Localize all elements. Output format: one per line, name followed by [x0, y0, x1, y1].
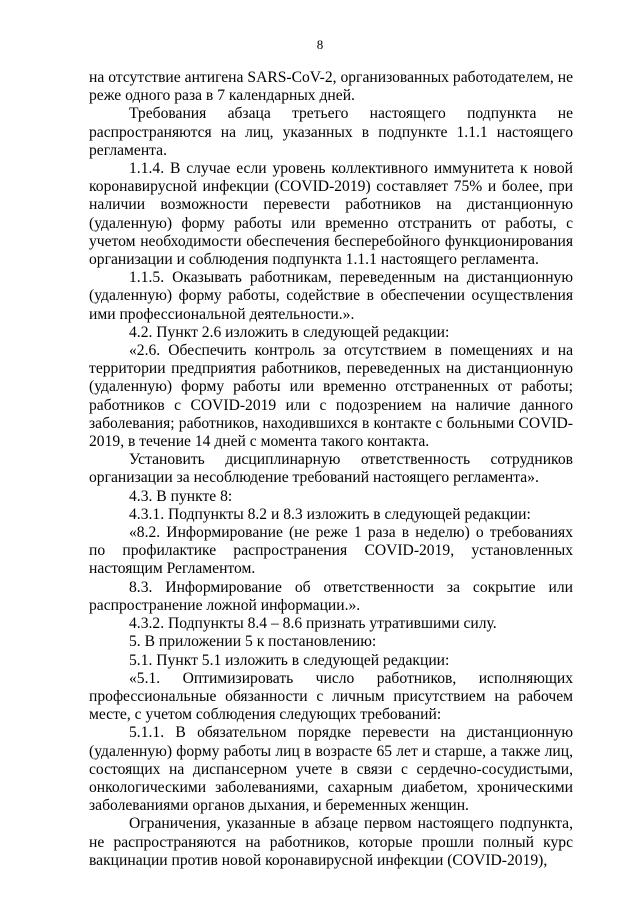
paragraph: 4.3. В пункте 8:	[129, 487, 233, 505]
paragraph: «2.6. Обеспечить контроль за отсутствием в помещениях и на территории предприятия работников, переведенных на дистанционную (удаленную) форму работы или временно отстраненных от работы; работников с COVID-2019 или с подозрением на наличие данного заболевания; работников, находившихся в контакте с больными COVID-2019, в течение 14 дней с момента такого контакта.	[89, 342, 573, 451]
paragraph: на отсутствие антигена SARS-CoV-2, организованных работодателем, не реже одного раза в 7 календарных дней.	[89, 69, 573, 105]
paragraph: 1.1.5. Оказывать работникам, переведенным на дистанционную (удаленную) форму работы, содействие в обеспечении осуществления ими профессиональной деятельности.».	[89, 269, 573, 323]
paragraph: «8.2. Информирование (не реже 1 раза в неделю) о требованиях по профилактике распространения COVID-2019, установленных настоящим Регламентом.	[89, 524, 573, 578]
paragraph: «5.1. Оптимизировать число работников, исполняющих профессиональные обязанности с личным присутствием на рабочем месте, с учетом соблюдения следующих требований:	[89, 669, 573, 724]
paragraph: 5.1.1. В обязательном порядке перевести на дистанционную (удаленную) форму работы лиц в возрасте 65 лет и старше, а также лиц, состоящих на диспансерном учете в связи с сердечно-сосудистыми, онкологическими заболеваниями, сахарным диабетом, хроническими заболеваниями органов дыхания, и беременных женщин.	[89, 724, 573, 815]
paragraph: 5.1. Пункт 5.1 изложить в следующей редакции:	[129, 651, 450, 669]
paragraph: 4.3.1. Подпункты 8.2 и 8.3 изложить в следующей редакции:	[129, 505, 531, 523]
paragraph: Ограничения, указанные в абзаце первом настоящего подпункта, не распространяются на работников, которые прошли полный курс вакцинации против новой коронавирусной инфекции (COVID-2019),	[89, 815, 573, 869]
document-body	[89, 69, 573, 870]
paragraph: 1.1.4. В случае если уровень коллективного иммунитета к новой коронавирусной инфекции (COVID-2019) составляет 75% и более, при наличии возможности перевести работников на дистанционную (удаленную) форму работы или временно отстранить от работы, с учетом необходимости обеспечения бесперебойного функционирования организации и соблюдения подпункта 1.1.1 настоящего регламента.	[89, 160, 573, 269]
paragraph: Требования абзаца третьего настоящего подпункта не распространяются на лиц, указанных в подпункте 1.1.1 настоящего регламента.	[89, 105, 573, 159]
paragraph: 5. В приложении 5 к постановлению:	[129, 633, 377, 651]
paragraph: 8.3. Информирование об ответственности за сокрытие или распространение ложной информации.».	[89, 578, 573, 614]
paragraph: 4.2. Пункт 2.6 изложить в следующей редакции:	[129, 323, 450, 341]
paragraph: 4.3.2. Подпункты 8.4 – 8.6 признать утратившими силу.	[129, 615, 497, 633]
paragraph: Установить дисциплинарную ответственность сотрудников организации за несоблюдение требований настоящего регламента».	[89, 451, 573, 487]
page-number: 8	[316, 37, 324, 52]
